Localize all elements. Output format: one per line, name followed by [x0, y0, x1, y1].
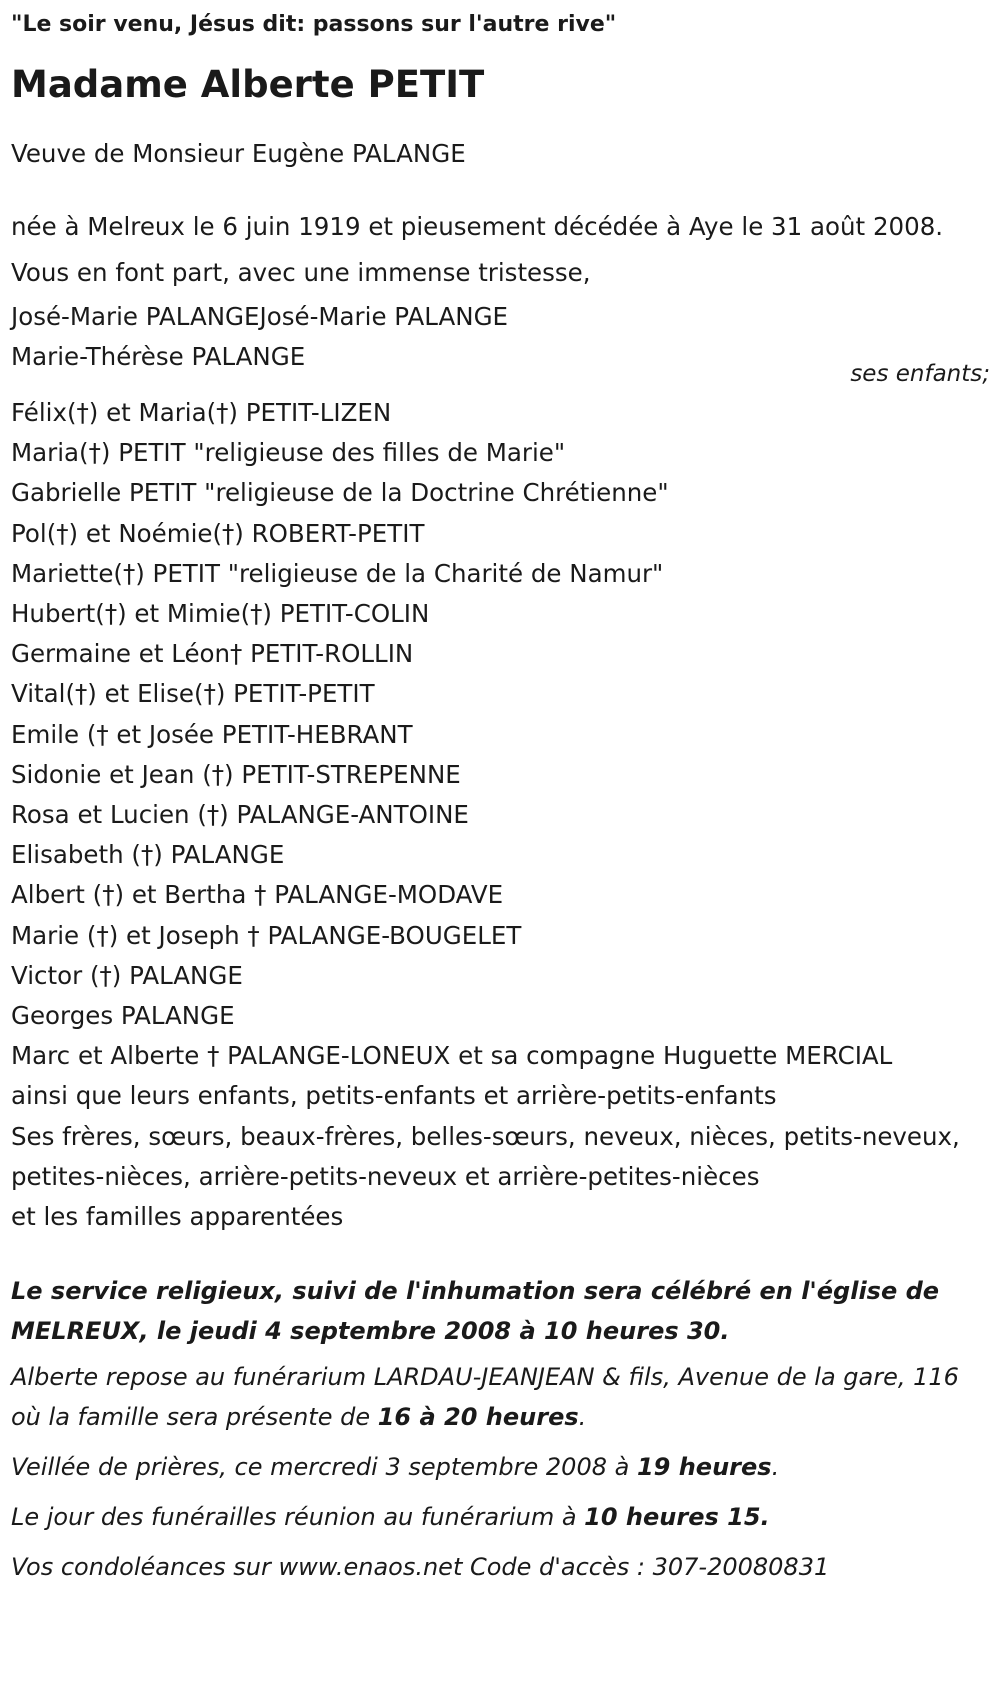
- family-line: Ses frères, sœurs, beaux-frères, belles-sœurs, neveux, nièces, petits-neveux, petites-nièces, arrière-petits-neveux et arrière-petites-nièces: [11, 1121, 960, 1191]
- meeting-text: Le jour des funérailles réunion au funérarium à: [11, 1503, 585, 1532]
- family-line: Maria(†) PETIT "religieuse des filles de Marie": [11, 438, 566, 468]
- family-line: Germaine et Léon† PETIT-ROLLIN: [11, 639, 414, 669]
- epigraph-quote: "Le soir venu, Jésus dit: passons sur l'autre rive": [11, 12, 617, 37]
- family-line: Pol(†) et Noémie(†) ROBERT-PETIT: [11, 518, 425, 548]
- children-label: ses enfants;: [850, 361, 990, 387]
- family-line: Sidonie et Jean (†) PETIT-STREPENNE: [11, 759, 461, 789]
- family-line: Vital(†) et Elise(†) PETIT-PETIT: [11, 679, 375, 709]
- condolences-info: Vos condoléances sur www.enaos.net Code d'accès : 307-20080831: [11, 1553, 830, 1582]
- children-block: [11, 297, 990, 391]
- family-line: Rosa et Lucien (†) PALANGE-ANTOINE: [11, 800, 469, 830]
- meeting-info: [11, 1497, 990, 1537]
- family-line: Elisabeth (†) PALANGE: [11, 840, 285, 870]
- family-line: Marc et Alberte † PALANGE-LONEUX et sa compagne Huguette MERCIAL: [11, 1041, 893, 1071]
- vigil-hours: 19 heures: [636, 1453, 772, 1482]
- family-line: et les familles apparentées: [11, 1202, 344, 1232]
- vigil-info: [11, 1447, 990, 1487]
- visiting-hours: 16 à 20 heures: [377, 1403, 579, 1432]
- family-line: Georges PALANGE: [11, 1001, 235, 1031]
- family-line: Victor (†) PALANGE: [11, 960, 243, 990]
- deceased-name: Madame Alberte PETIT: [11, 63, 485, 106]
- family-line: Gabrielle PETIT "religieuse de la Doctrine Chrétienne": [11, 478, 669, 508]
- funeral-home-text: Alberte repose au funérarium LARDAU-JEANJEAN & fils, Avenue de la gare, 116 où la famille sera présente de: [11, 1363, 959, 1432]
- family-line: Emile († et Josée PETIT-HEBRANT: [11, 719, 413, 749]
- family-line: Félix(†) et Maria(†) PETIT-LIZEN: [11, 398, 392, 427]
- child-name: Marie-Thérèse PALANGE: [11, 342, 306, 371]
- widow-line: Veuve de Monsieur Eugène PALANGE: [11, 139, 466, 168]
- birth-death-line: née à Melreux le 6 juin 1919 et pieusement décédée à Aye le 31 août 2008.: [11, 212, 944, 241]
- meeting-hours: 10 heures 15.: [584, 1503, 770, 1532]
- vigil-text: Veillée de prières, ce mercredi 3 septembre 2008 à: [11, 1453, 637, 1482]
- family-line: Hubert(†) et Mimie(†) PETIT-COLIN: [11, 599, 430, 629]
- family-list: [11, 393, 990, 1237]
- child-name: José-Marie PALANGEJosé-Marie PALANGE: [11, 302, 509, 331]
- family-line: Marie (†) et Joseph † PALANGE-BOUGELET: [11, 920, 522, 950]
- funeral-home-info: [11, 1357, 990, 1437]
- service-announcement: Le service religieux, suivi de l'inhumation sera célébré en l'église de MELREUX, le jeudi 4 septembre 2008 à 10 heures 30.: [11, 1277, 940, 1346]
- family-line: Albert (†) et Bertha † PALANGE-MODAVE: [11, 880, 504, 910]
- family-line: ainsi que leurs enfants, petits-enfants et arrière-petits-enfants: [11, 1081, 777, 1111]
- funeral-home-end: .: [578, 1403, 587, 1432]
- family-line: Mariette(†) PETIT "religieuse de la Charité de Namur": [11, 558, 664, 588]
- vigil-end: .: [771, 1453, 780, 1482]
- announcement-line: Vous en font part, avec une immense tristesse,: [11, 258, 591, 287]
